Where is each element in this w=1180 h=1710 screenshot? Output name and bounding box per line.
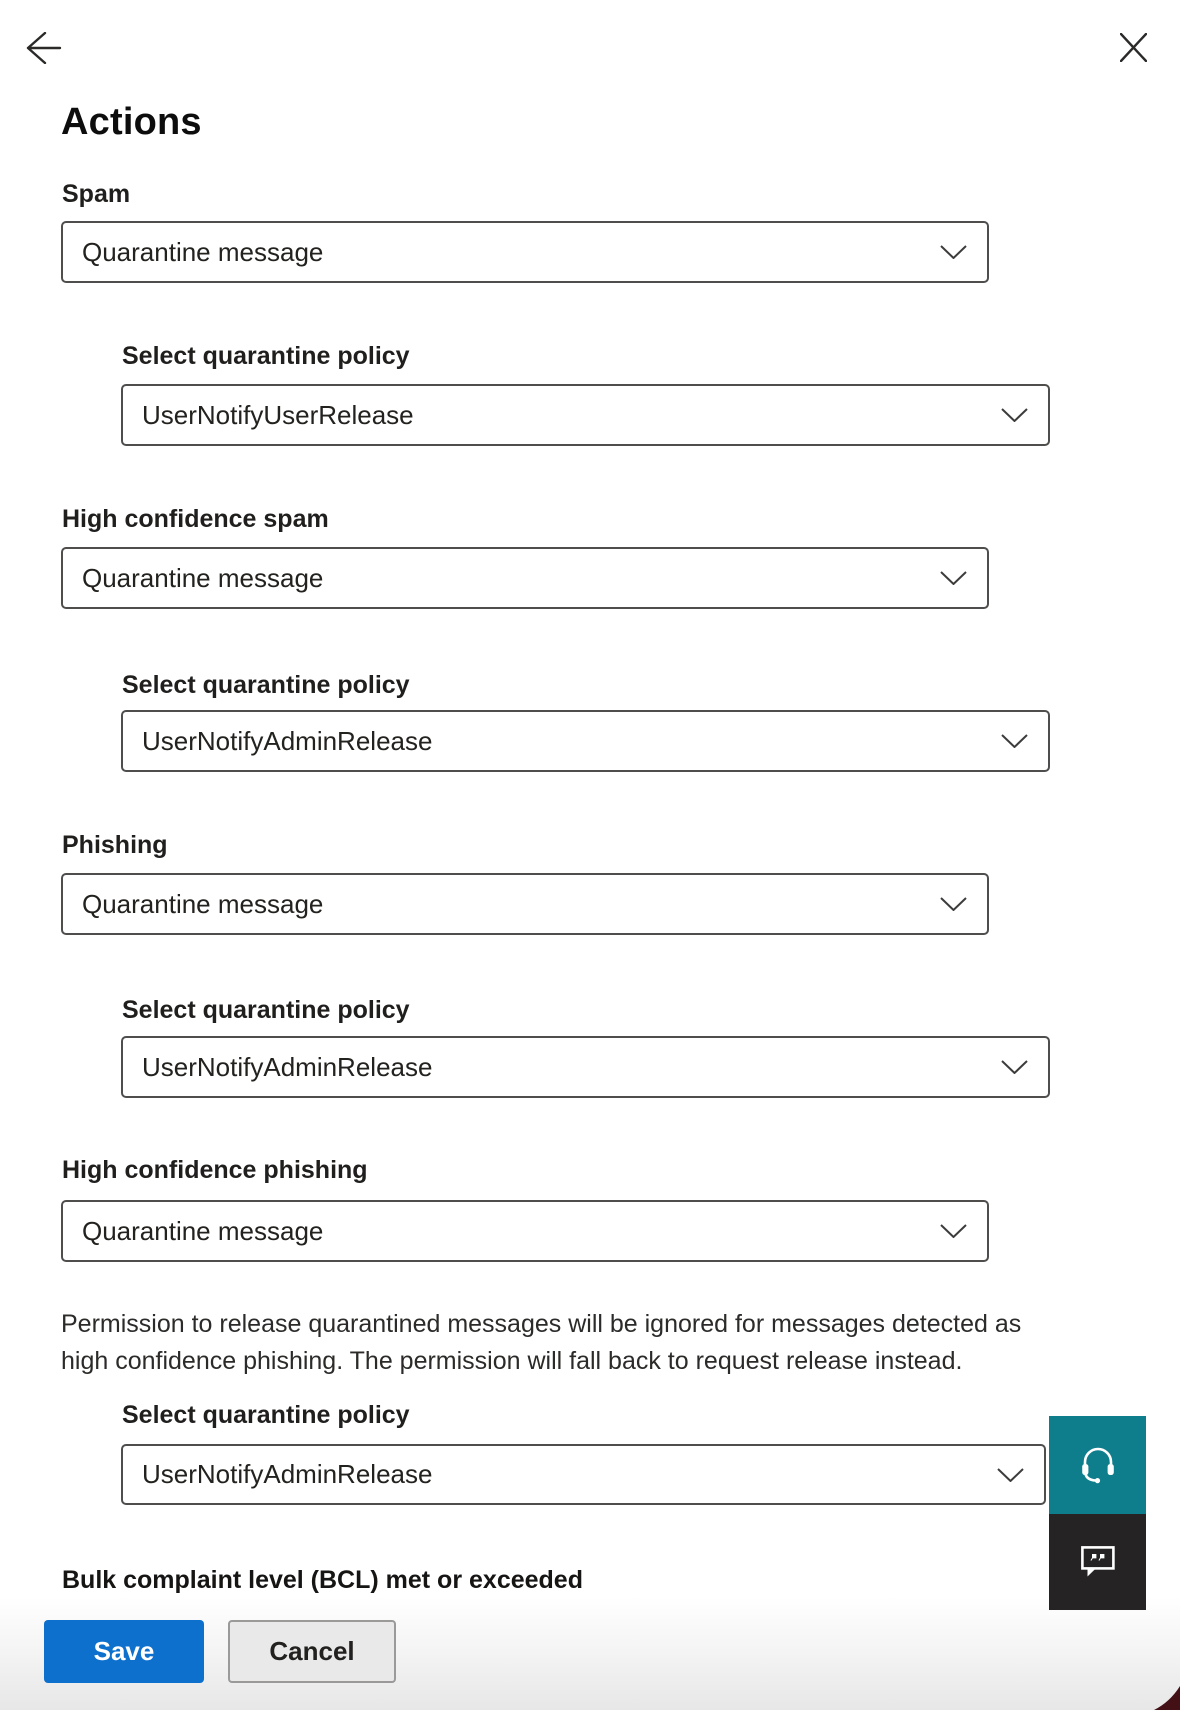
high-confidence-phishing-action-select[interactable] bbox=[61, 1200, 989, 1262]
chevron-down-icon bbox=[1001, 1060, 1028, 1074]
high-confidence-phishing-action-value: Quarantine message bbox=[82, 1215, 324, 1246]
high-confidence-spam-action-value: Quarantine message bbox=[82, 562, 324, 593]
spam-action-select[interactable] bbox=[61, 221, 989, 283]
chevron-down-icon bbox=[940, 1224, 967, 1238]
chevron-down-icon bbox=[940, 245, 967, 259]
feedback-button[interactable] bbox=[1049, 1514, 1146, 1610]
corner-artifact bbox=[1154, 1686, 1180, 1710]
spam-policy-select[interactable] bbox=[121, 384, 1050, 446]
phishing-action-select[interactable] bbox=[61, 873, 989, 935]
close-icon bbox=[1120, 33, 1147, 62]
back-button[interactable] bbox=[17, 23, 71, 73]
high-confidence-spam-action-select[interactable] bbox=[61, 547, 989, 609]
high-confidence-spam-policy-select[interactable] bbox=[121, 710, 1050, 772]
phishing-policy-select[interactable] bbox=[121, 1036, 1050, 1098]
chevron-down-icon bbox=[997, 1468, 1024, 1482]
chevron-down-icon bbox=[940, 897, 967, 911]
cancel-button[interactable]: Cancel bbox=[228, 1620, 396, 1683]
headset-icon bbox=[1078, 1444, 1118, 1486]
section-label-spam: Spam bbox=[62, 180, 131, 208]
save-button[interactable]: Save bbox=[44, 1620, 204, 1683]
high-confidence-phishing-policy-value: UserNotifyAdminRelease bbox=[142, 1459, 433, 1489]
policy-label-spam: Select quarantine policy bbox=[122, 342, 410, 370]
support-button[interactable] bbox=[1049, 1416, 1146, 1514]
section-label-bulk-complaint-level: Bulk complaint level (BCL) met or exceeded bbox=[62, 1566, 583, 1594]
phishing-policy-value: UserNotifyAdminRelease bbox=[142, 1051, 433, 1082]
section-label-high-confidence-spam: High confidence spam bbox=[62, 505, 329, 533]
spam-policy-value: UserNotifyUserRelease bbox=[142, 399, 414, 430]
chat-icon bbox=[1081, 1546, 1115, 1578]
spam-action-value: Quarantine message bbox=[82, 236, 324, 267]
high-confidence-phishing-note: Permission to release quarantined messages will be ignored for messages detected as high confidence phishing. The permission will fall back to request release instead. bbox=[61, 1310, 1022, 1375]
policy-label-phishing: Select quarantine policy bbox=[122, 996, 410, 1024]
close-button[interactable] bbox=[1110, 24, 1156, 70]
chevron-down-icon bbox=[1001, 734, 1028, 748]
policy-label-high-confidence-spam: Select quarantine policy bbox=[122, 671, 410, 699]
high-confidence-phishing-policy-select[interactable] bbox=[121, 1444, 1046, 1505]
phishing-action-value: Quarantine message bbox=[82, 888, 324, 919]
chevron-down-icon bbox=[940, 571, 967, 585]
chevron-down-icon bbox=[1001, 408, 1028, 422]
section-label-high-confidence-phishing: High confidence phishing bbox=[62, 1156, 368, 1184]
section-label-phishing: Phishing bbox=[62, 831, 168, 859]
page-title: Actions bbox=[61, 101, 202, 143]
back-arrow-icon bbox=[26, 32, 62, 64]
high-confidence-spam-policy-value: UserNotifyAdminRelease bbox=[142, 725, 433, 756]
policy-label-high-confidence-phishing: Select quarantine policy bbox=[122, 1401, 410, 1429]
